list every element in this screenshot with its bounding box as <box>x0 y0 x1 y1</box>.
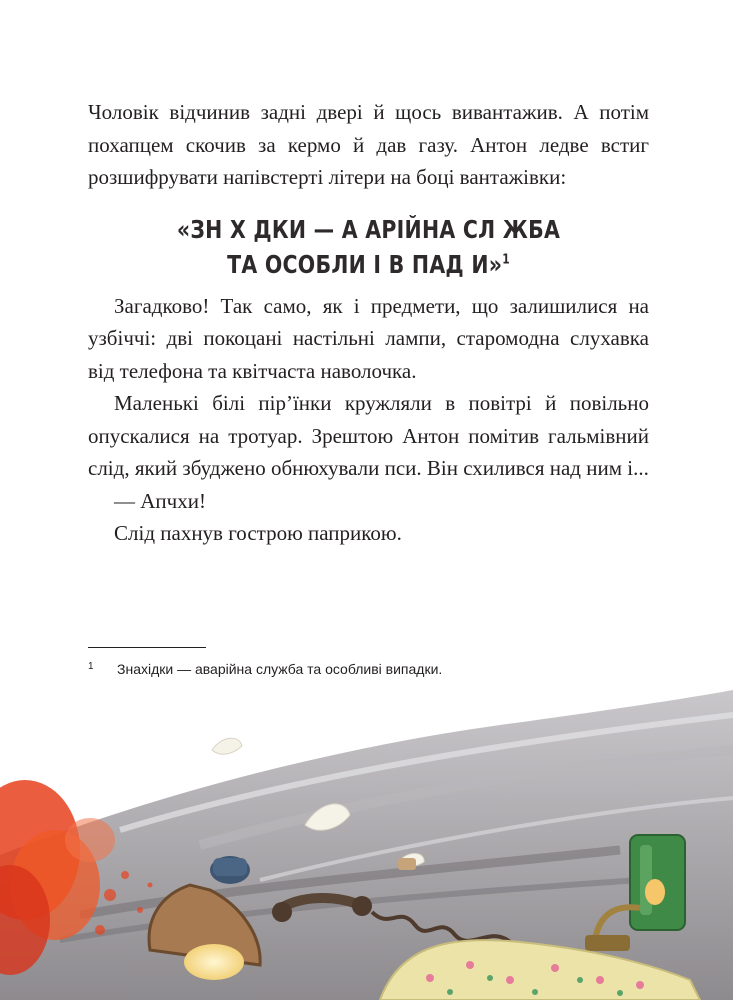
truck-sign-line-2: ТА ОСОБЛИ І В ПАД И» <box>227 249 503 279</box>
main-text <box>88 96 649 550</box>
footnote-number: 1 <box>88 661 94 672</box>
footnote-text: Знахідки — аварійна служба та особливі випадки. <box>117 661 443 677</box>
paragraph-2: Загадково! Так само, як і предмети, що залишилися на узбіччі: дві покоцані настільні лампи, старомодна слухавка від телефона та квітчаста наволочка. <box>88 293 649 383</box>
cork <box>398 858 416 870</box>
footnote-reference[interactable]: 1 <box>502 252 510 268</box>
truck-sign-heading <box>138 212 598 282</box>
footnote-divider <box>88 647 206 648</box>
feather <box>212 738 242 754</box>
paragraph-1: Чоловік відчинив задні двері й щось вивантажив. А потім похапцем скочив за кермо й дав газу. Антон ледве встиг розшифрувати напівстерті літери на боці вантажівки: <box>88 100 649 189</box>
paragraph-4: — Апчхи! <box>114 488 206 513</box>
truck-sign-line-1: «ЗН Х ДКИ — А АРІЙНА СЛ ЖБА <box>176 214 561 244</box>
street-illustration <box>0 680 733 1000</box>
paragraph-5: Слід пахнув гострою паприкою. <box>114 521 402 545</box>
paragraph-3: Маленькі білі пір’їнки кружляли в повітрі й повільно опускалися на тротуар. Зрештою Антон помітив гальмівний слід, який збуджено обнюхували пси. Він схилився над ним і... <box>88 391 649 480</box>
